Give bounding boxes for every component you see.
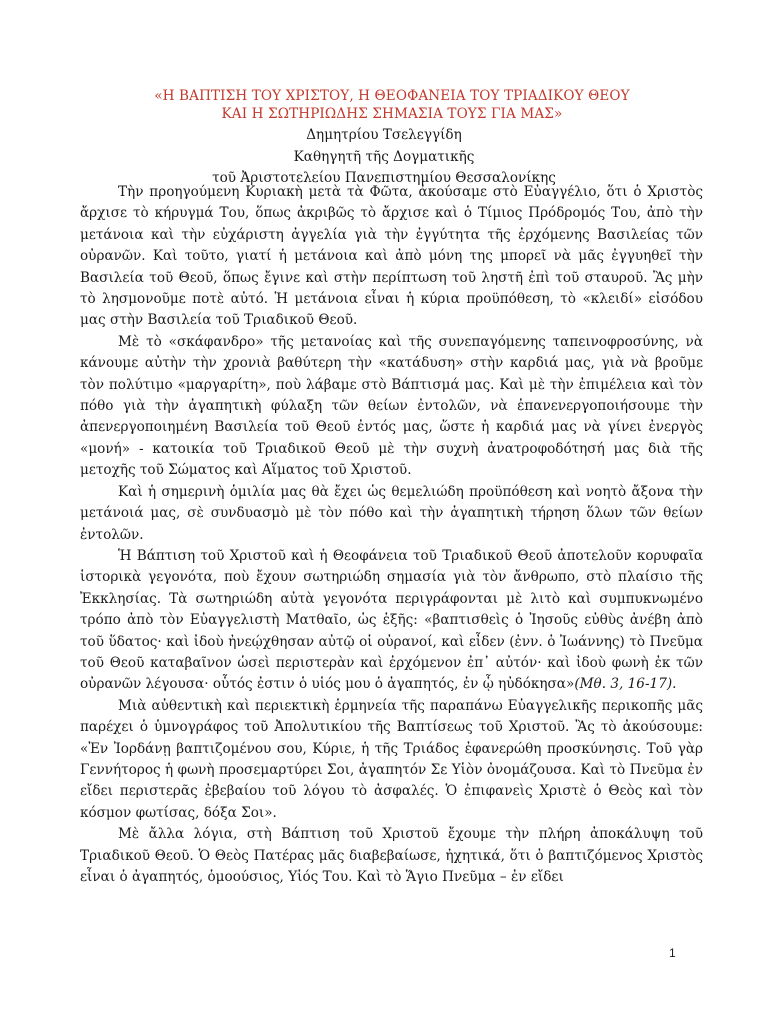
body-paragraph-3 xyxy=(80,482,703,546)
document-title-line-1: «Η ΒΑΠΤΙΣΗ ΤΟΥ ΧΡΙΣΤΟΥ, Η ΘΕΟΦΑΝΕΙΑ ΤΟΥ ΤΡΙΑΔΙΚΟΥ ΘΕΟΥ xyxy=(154,88,630,104)
author-institution: τοῦ Ἀριστοτελείου Πανεπιστημίου Θεσσαλονίκης xyxy=(212,170,556,186)
body-paragraph-5-text: Μιὰ αὐθεντικὴ καὶ περιεκτικὴ ἑρμηνεία τῆς παραπάνω Εὐαγγελικῆς περικοπῆς μᾶς παρέχει ὁ ὑμνογράφος τοῦ Ἀπολυτικίου τῆς Βαπτίσεως τοῦ Χριστοῦ. Ἂς τὸ ἀκούσουμε: «Ἐν Ἰορδάνῃ βαπτιζομένου σου, Κύριε, ἡ τῆς Τριάδος ἐφανερώθη προσκύνησις. Τοῦ γὰρ Γεννήτορος ἡ φωνὴ προσεμαρτύρει Σοι, ἀγαπητόν Σε Υἱὸν ὀνομάζουσα. Καὶ τὸ Πνεῦμα ἐν εἴδει περιστερᾶς ἐβεβαίου τοῦ λόγου τὸ ἀσφαλές. Ὁ ἐπιφανεὶς Χριστὲ ὁ Θεὸς καὶ τὸν κόσμον φωτίσας, δόξα Σοι». xyxy=(80,697,703,821)
document-title-line-2: ΚΑΙ Η ΣΩΤΗΡΙΩΔΗΣ ΣΗΜΑΣΙΑ ΤΟΥΣ ΓΙΑ ΜΑΣ» xyxy=(221,106,563,122)
body-paragraph-1 xyxy=(80,182,703,332)
body-paragraph-5 xyxy=(80,696,703,824)
body-paragraph-2 xyxy=(80,332,703,482)
page-number: 1 xyxy=(669,946,676,960)
scripture-citation: (Μθ. 3, 16-17). xyxy=(574,676,677,693)
body-paragraph-4 xyxy=(80,546,703,696)
body-paragraph-6 xyxy=(80,824,703,888)
document-body xyxy=(80,182,703,888)
author-role: Καθηγητῆ τῆς Δογματικῆς xyxy=(293,149,475,165)
body-paragraph-6-text: Μὲ ἄλλα λόγια, στὴ Βάπτιση τοῦ Χριστοῦ ἔχουμε τὴν πλήρη ἀποκάλυψη τοῦ Τριαδικοῦ Θεοῦ. Ὁ Θεὸς Πατέρας μᾶς διαβεβαίωσε, ἠχητικά, ὅτι ὁ βαπτιζόμενος Χριστὸς εἶναι ὁ ἀγαπητός, ὁμοούσιος, Υἱός Του. Καὶ τὸ Ἅγιο Πνεῦμα – ἐν εἴδει xyxy=(80,826,703,885)
body-paragraph-2-text: Μὲ τὸ «σκάφανδρο» τῆς μετανοίας καὶ τῆς συνεπαγόμενης ταπεινοφροσύνης, νὰ κάνουμε αὐτὴν τὴν χρονιὰ βαθύτερη τὴν «κατάδυση» στὴν καρδιά μας, γιὰ νὰ βροῦμε τὸν πολύτιμο «μαργαρίτη», ποὺ λάβαμε στὸ Βάπτισμά μας. Καὶ μὲ τὴν ἐπιμέλεια καὶ τὸν πόθο γιὰ τὴν ἀγαπητικὴ φύλαξη τῶν θείων ἐντολῶν, νὰ ἐπανενεργοποιήσουμε τὴν ἀπενεργοποιημένη Βασιλεία τοῦ Θεοῦ ἐντός μας, ὥστε ἡ καρδιά μας νὰ γίνει ἐνεργὸς «μονή» - κατοικία τοῦ Τριαδικοῦ Θεοῦ μὲ τὴν συχνὴ ἀνατροφοδότησή μας διὰ τῆς μετοχῆς τοῦ Σώματος καὶ Αἵματος τοῦ Χριστοῦ. xyxy=(80,333,703,479)
author-name: Δημητρίου Τσελεγγίδη xyxy=(306,127,462,143)
body-paragraph-3-text: Καὶ ἡ σημερινὴ ὁμιλία μας θὰ ἔχει ὡς θεμελιώδη προϋπόθεση καὶ νοητὸ ἄξονα τὴν μετάνοιά μας, σὲ συνδυασμὸ μὲ τὸν πόθο καὶ τὴν ἀγαπητικὴ τήρηση ὅλων τῶν θείων ἐντολῶν. xyxy=(80,483,703,543)
body-paragraph-1-text: Τὴν προηγούμενη Κυριακὴ μετὰ τὰ Φῶτα, ἀκούσαμε στὸ Εὐαγγέλιο, ὅτι ὁ Χριστὸς ἄρχισε τὸ κήρυγμά Του, ὅπως ἀκριβῶς τὸ ἄρχισε καὶ ὁ Τίμιος Πρόδρομός Του, ἀπὸ τὴν μετάνοια καὶ τὴν εὐχάριστη ἀγγελία γιὰ τὴν ἐγγύτητα τῆς ἐρχόμενης Βασιλείας τῶν οὐρανῶν. Καὶ τοῦτο, γιατί ἡ μετάνοια καὶ ἀπὸ μόνη της μπορεῖ νὰ μᾶς ἐγγυηθεῖ τὴν Βασιλεία τοῦ Θεοῦ, ὅπως ἔγινε καὶ στὴν περίπτωση τοῦ ληστῆ ἐπὶ τοῦ σταυροῦ. Ἂς μὴν τὸ λησμονοῦμε ποτὲ αὐτό. Ἡ μετάνοια εἶναι ἡ κύρια προϋπόθεση, τὸ «κλειδί» εἰσόδου μας στὴν Βασιλεία τοῦ Τριαδικοῦ Θεοῦ. xyxy=(80,184,703,329)
body-paragraph-4-text: Ἡ Βάπτιση τοῦ Χριστοῦ καὶ ἡ Θεοφάνεια τοῦ Τριαδικοῦ Θεοῦ ἀποτελοῦν κορυφαῖα ἱστορικὰ γεγονότα, ποὺ ἔχουν σωτηριώδη σημασία γιὰ τὸν ἄνθρωπο, στὸ πλαίσιο τῆς Ἐκκλησίας. Τὰ σωτηριώδη αὐτὰ γεγονότα περιγράφονται μὲ λιτὸ καὶ συμπυκνωμένο τρόπο ἀπὸ τὸν Εὐαγγελιστὴ Ματθαῖο, ὡς ἑξῆς: «βαπτισθεὶς ὁ Ἰησοῦς εὐθὺς ἀνέβη ἀπὸ τοῦ ὕδατος· καὶ ἰδοὺ ἠνεῴχθησαν αὐτῷ οἱ οὐρανοί, καὶ εἶδεν (ἐνν. ὁ Ἰωάννης) τὸ Πνεῦμα τοῦ Θεοῦ καταβαῖνον ὡσεὶ περιστερὰν καὶ ἐρχόμενον ἐπ᾽ αὐτόν· καὶ ἰδοὺ φωνὴ ἐκ τῶν οὐρανῶν λέγουσα· οὗτός ἐστιν ὁ υἱός μου ὁ ἀγαπητός, ἐν ᾧ ηὐδόκησα» xyxy=(80,547,703,693)
